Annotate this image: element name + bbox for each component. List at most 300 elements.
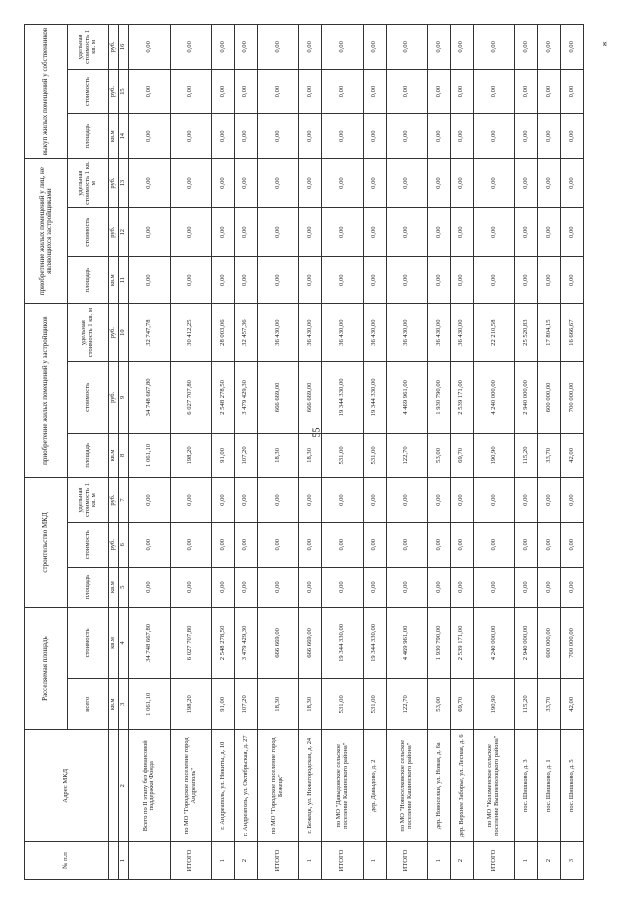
row-value: 0,00 <box>129 69 171 114</box>
row-value: 0,00 <box>299 208 322 257</box>
units-row <box>109 25 119 880</box>
row-value: 0,00 <box>451 567 474 607</box>
row-value: 0,00 <box>515 25 538 70</box>
unit-cell: кв.м <box>109 567 119 607</box>
row-value: 0,00 <box>322 208 364 257</box>
row-value: 0,00 <box>561 567 584 607</box>
row-value: 0,00 <box>428 69 451 114</box>
row-value: 36 430,00 <box>257 304 299 362</box>
row-value: 0,00 <box>322 567 364 607</box>
row-value: 2 539 171,00 <box>451 362 474 433</box>
row-number: 2 <box>235 842 258 880</box>
row-value: 0,00 <box>386 567 428 607</box>
row-value: 18,30 <box>257 433 299 478</box>
row-value: 0,00 <box>212 478 235 523</box>
row-value: 0,00 <box>515 159 538 208</box>
row-value: 0,00 <box>428 257 451 304</box>
header-purchase-nondev-area: площадь <box>68 257 109 304</box>
row-value: 0,00 <box>386 257 428 304</box>
column-number-cell: 4 <box>119 607 129 678</box>
row-value: 19 344 330,00 <box>363 607 386 678</box>
row-address: по МО "Городское поселение город Бежецк" <box>257 730 299 842</box>
row-value: 0,00 <box>257 208 299 257</box>
row-value: 0,00 <box>212 257 235 304</box>
row-value: 0,00 <box>386 159 428 208</box>
row-value: 69,70 <box>451 679 474 730</box>
unit-cell: руб. <box>109 208 119 257</box>
table-row <box>257 25 299 880</box>
row-value: 0,00 <box>538 522 561 567</box>
row-value: 19 344 330,00 <box>363 362 386 433</box>
row-value: 0,00 <box>129 25 171 70</box>
row-value: 0,00 <box>451 478 474 523</box>
row-value: 0,00 <box>170 257 212 304</box>
row-value: 0,00 <box>451 69 474 114</box>
unit-cell: кв.м <box>109 607 119 678</box>
row-value: 0,00 <box>363 478 386 523</box>
row-value: 4 469 961,00 <box>386 362 428 433</box>
header-purchase-dev-unit: удельная стоимость 1 кв. м <box>68 304 109 362</box>
row-value: 0,00 <box>538 567 561 607</box>
table-row <box>299 25 322 880</box>
row-value: 32 747,78 <box>129 304 171 362</box>
row-value: 0,00 <box>170 567 212 607</box>
row-value: 2 940 000,00 <box>515 607 538 678</box>
row-value: 32 457,36 <box>235 304 258 362</box>
header-area-total: всего <box>68 679 109 730</box>
row-value: 0,00 <box>538 257 561 304</box>
unit-cell: руб. <box>109 478 119 523</box>
row-value: 0,00 <box>363 567 386 607</box>
header-num: № п.п <box>25 842 109 880</box>
row-value: 0,00 <box>212 25 235 70</box>
row-value: 17 804,15 <box>538 304 561 362</box>
row-value: 0,00 <box>386 69 428 114</box>
row-value: 0,00 <box>129 208 171 257</box>
row-value: 0,00 <box>322 25 364 70</box>
row-address: по МО "Коломенское сельское поселение Вышневолоцкого района" <box>473 730 515 842</box>
row-value: 0,00 <box>235 478 258 523</box>
page-number: 55 <box>311 427 323 438</box>
row-value: 0,00 <box>363 257 386 304</box>
column-number-cell: 12 <box>119 208 129 257</box>
row-address: по МО "Давыдовское сельское поселение Кашинского района" <box>322 730 364 842</box>
row-value: 0,00 <box>235 25 258 70</box>
row-value: 19 344 330,00 <box>322 362 364 433</box>
row-value: 42,00 <box>561 433 584 478</box>
row-value: 0,00 <box>322 114 364 159</box>
column-number-cell: 9 <box>119 362 129 433</box>
row-value: 0,00 <box>451 114 474 159</box>
table-row <box>515 25 538 880</box>
row-value: 91,00 <box>212 433 235 478</box>
row-value: 531,00 <box>322 679 364 730</box>
column-number-cell: 2 <box>119 730 129 842</box>
unit-cell: руб. <box>109 522 119 567</box>
row-value: 0,00 <box>363 159 386 208</box>
row-value: 531,00 <box>363 679 386 730</box>
header-area-group: Расселяемая площадь <box>25 607 68 730</box>
row-address: г. Андреаполь, ул. Октябрьская, д. 27 <box>235 730 258 842</box>
row-value: 0,00 <box>363 114 386 159</box>
unit-cell <box>109 842 119 880</box>
row-value: 0,00 <box>473 478 515 523</box>
row-value: 0,00 <box>322 159 364 208</box>
row-value: 0,00 <box>473 114 515 159</box>
row-value: 115,20 <box>515 433 538 478</box>
row-value: 0,00 <box>212 522 235 567</box>
row-value: 0,00 <box>386 25 428 70</box>
row-value: 0,00 <box>257 25 299 70</box>
row-address: г. Андреаполь, ул. Никиты, д. 10 <box>212 730 235 842</box>
row-value: 2 539 171,00 <box>451 607 474 678</box>
row-value: 0,00 <box>299 478 322 523</box>
table-frame <box>24 24 584 880</box>
row-value: 34 748 667,80 <box>129 607 171 678</box>
row-value: 1 930 790,00 <box>428 362 451 433</box>
column-number-cell: 16 <box>119 25 129 70</box>
row-value: 0,00 <box>538 208 561 257</box>
row-value: 600 000,00 <box>538 607 561 678</box>
row-value: 0,00 <box>170 208 212 257</box>
row-value: 0,00 <box>170 478 212 523</box>
row-value: 18,30 <box>257 679 299 730</box>
row-value: 0,00 <box>257 522 299 567</box>
row-value: 0,00 <box>515 478 538 523</box>
header-purchase-nondev-unit: удельная стоимость 1 кв. м <box>68 159 109 208</box>
column-number-cell: 1 <box>119 842 129 880</box>
row-value: 0,00 <box>170 114 212 159</box>
column-number-cell: 13 <box>119 159 129 208</box>
header-purchase-nondev-group: приобретение жилых помещений у лиц, не являющихся застройщиками <box>25 159 68 304</box>
row-address: пос. Шишково, д. 3 <box>515 730 538 842</box>
row-number: ИТОГО <box>386 842 428 880</box>
row-value: 0,00 <box>473 522 515 567</box>
row-value: 16 666,67 <box>561 304 584 362</box>
row-value: 0,00 <box>129 478 171 523</box>
row-number: ИТОГО <box>257 842 299 880</box>
row-value: 0,00 <box>561 114 584 159</box>
table-row <box>561 25 584 880</box>
header-mkd-group: строительство МКД <box>25 478 68 607</box>
row-value: 42,00 <box>561 679 584 730</box>
column-numbers-row <box>119 25 129 880</box>
row-address: Всего по II этапу без финансовой поддержки Фонда <box>129 730 171 842</box>
row-value: 0,00 <box>363 522 386 567</box>
row-value: 0,00 <box>538 114 561 159</box>
row-number: ИТОГО <box>170 842 212 880</box>
row-value: 0,00 <box>428 208 451 257</box>
row-value: 36 430,00 <box>451 304 474 362</box>
row-value: 2 548 278,50 <box>212 607 235 678</box>
row-value: 0,00 <box>428 567 451 607</box>
row-value: 0,00 <box>561 522 584 567</box>
column-number-cell: 6 <box>119 522 129 567</box>
row-number: 1 <box>515 842 538 880</box>
unit-cell: руб. <box>109 159 119 208</box>
header-buyout-unit: удельная стоимость 1 кв. м <box>68 25 109 70</box>
row-value: 107,20 <box>235 679 258 730</box>
row-value: 6 027 707,80 <box>170 607 212 678</box>
row-value: 0,00 <box>428 25 451 70</box>
row-value: 531,00 <box>322 433 364 478</box>
header-buyout-group: выкуп жилых помещений у собственников <box>25 25 68 159</box>
row-address: дер. Давыдово, д. 2 <box>363 730 386 842</box>
row-address: по МО "Городское поселение город Андреаполь" <box>170 730 212 842</box>
row-value: 0,00 <box>473 69 515 114</box>
row-value: 36 430,00 <box>363 304 386 362</box>
row-value: 33,70 <box>538 433 561 478</box>
row-value: 107,20 <box>235 433 258 478</box>
row-value: 0,00 <box>515 257 538 304</box>
row-value: 6 027 707,80 <box>170 362 212 433</box>
row-value: 0,00 <box>451 522 474 567</box>
unit-cell: руб. <box>109 69 119 114</box>
row-value: 0,00 <box>473 257 515 304</box>
row-value: 0,00 <box>538 159 561 208</box>
header-purchase-dev-area: площадь <box>68 433 109 478</box>
row-value: 0,00 <box>235 208 258 257</box>
row-value: 0,00 <box>170 522 212 567</box>
row-value: 0,00 <box>129 159 171 208</box>
row-number: 1 <box>428 842 451 880</box>
row-value: 0,00 <box>428 159 451 208</box>
header-mkd-cost: стоимость <box>68 522 109 567</box>
row-value: 0,00 <box>212 114 235 159</box>
row-value: 122,70 <box>386 679 428 730</box>
row-value: 22 210,58 <box>473 304 515 362</box>
row-value: 0,00 <box>322 522 364 567</box>
table-row <box>538 25 561 880</box>
row-address: г. Бежецк, ул. Нижегородская, д. 24 <box>299 730 322 842</box>
header-mkd-unit: удельная стоимость 1 кв. м <box>68 478 109 523</box>
row-value: 0,00 <box>451 159 474 208</box>
row-value: 28 003,06 <box>212 304 235 362</box>
row-value: 0,00 <box>299 25 322 70</box>
row-value: 0,00 <box>170 69 212 114</box>
header-area-cost: стоимость <box>68 607 109 678</box>
header-purchase-nondev-cost: стоимость <box>68 208 109 257</box>
row-value: 0,00 <box>299 159 322 208</box>
row-value: 0,00 <box>299 257 322 304</box>
column-number-cell: 8 <box>119 433 129 478</box>
row-value: 0,00 <box>299 567 322 607</box>
unit-cell: кв.м <box>109 433 119 478</box>
unit-cell: кв.м <box>109 257 119 304</box>
row-value: 0,00 <box>538 25 561 70</box>
row-value: 190,90 <box>473 433 515 478</box>
row-value: 0,00 <box>515 522 538 567</box>
row-value: 0,00 <box>257 159 299 208</box>
row-value: 30 412,25 <box>170 304 212 362</box>
column-number-cell: 3 <box>119 679 129 730</box>
header-address: Адрес МКД <box>25 730 109 842</box>
column-number-cell: 15 <box>119 69 129 114</box>
row-value: 0,00 <box>322 478 364 523</box>
row-value: 122,70 <box>386 433 428 478</box>
header-buyout-cost: стоимость <box>68 69 109 114</box>
row-value: 0,00 <box>235 567 258 607</box>
row-value: 190,90 <box>473 679 515 730</box>
rotated-table-container <box>24 24 584 880</box>
row-address: пос. Шишково, д. 5 <box>561 730 584 842</box>
unit-cell: руб. <box>109 304 119 362</box>
row-value: 1 061,10 <box>129 433 171 478</box>
column-number-cell: 5 <box>119 567 129 607</box>
table-row <box>322 25 364 880</box>
row-value: 0,00 <box>561 257 584 304</box>
row-value: 115,20 <box>515 679 538 730</box>
table-body <box>129 25 584 880</box>
row-value: 36 430,00 <box>386 304 428 362</box>
row-number: 1 <box>299 842 322 880</box>
row-value: 36 430,00 <box>299 304 322 362</box>
row-value: 0,00 <box>473 159 515 208</box>
row-value: 0,00 <box>129 257 171 304</box>
table-row <box>428 25 451 880</box>
row-value: 0,00 <box>386 478 428 523</box>
row-value: 36 430,00 <box>428 304 451 362</box>
row-value: 0,00 <box>428 114 451 159</box>
row-number: 3 <box>561 842 584 880</box>
row-value: 0,00 <box>473 25 515 70</box>
row-value: 531,00 <box>363 433 386 478</box>
row-value: 53,00 <box>428 433 451 478</box>
row-value: 666 669,00 <box>299 607 322 678</box>
row-value: 666 669,00 <box>257 362 299 433</box>
row-value: 0,00 <box>515 69 538 114</box>
row-value: 0,00 <box>322 69 364 114</box>
row-value: 0,00 <box>561 69 584 114</box>
unit-cell: кв.м <box>109 114 119 159</box>
row-value: 34 748 667,80 <box>129 362 171 433</box>
row-value: 0,00 <box>322 257 364 304</box>
row-value: 0,00 <box>386 208 428 257</box>
row-value: 0,00 <box>212 69 235 114</box>
row-value: 0,00 <box>561 25 584 70</box>
row-value: 0,00 <box>235 257 258 304</box>
row-number: 1 <box>363 842 386 880</box>
row-value: 0,00 <box>170 159 212 208</box>
row-value: 0,00 <box>299 522 322 567</box>
row-value: 0,00 <box>257 478 299 523</box>
row-number: ИТОГО <box>322 842 364 880</box>
unit-cell: руб. <box>109 362 119 433</box>
row-value: 0,00 <box>235 69 258 114</box>
header-buyout-area: площадь <box>68 114 109 159</box>
column-number-cell: 10 <box>119 304 129 362</box>
table-row <box>170 25 212 880</box>
row-value: 198,20 <box>170 679 212 730</box>
row-value: 0,00 <box>299 114 322 159</box>
header-purchase-dev-cost: стоимость <box>68 362 109 433</box>
table-row <box>212 25 235 880</box>
row-value: 0,00 <box>451 25 474 70</box>
table-row <box>473 25 515 880</box>
row-value: 0,00 <box>473 567 515 607</box>
column-number-cell: 7 <box>119 478 129 523</box>
table-row <box>235 25 258 880</box>
corner-mark: ж <box>600 41 609 47</box>
row-value: 19 344 330,00 <box>322 607 364 678</box>
row-address: пос. Шишково, д. 1 <box>538 730 561 842</box>
row-value: 0,00 <box>451 208 474 257</box>
row-value: 4 240 000,00 <box>473 607 515 678</box>
row-value: 3 479 429,30 <box>235 607 258 678</box>
header-purchase-dev-group: приобретение жилых помещений у застройщиков <box>25 304 68 478</box>
row-number: 2 <box>451 842 474 880</box>
table-row <box>451 25 474 880</box>
row-value: 0,00 <box>129 522 171 567</box>
row-value: 0,00 <box>257 69 299 114</box>
row-value: 198,20 <box>170 433 212 478</box>
row-value: 0,00 <box>515 114 538 159</box>
row-value: 0,00 <box>235 114 258 159</box>
row-value: 18,30 <box>299 433 322 478</box>
row-value: 0,00 <box>363 208 386 257</box>
row-value: 0,00 <box>515 208 538 257</box>
unit-cell: кв.м <box>109 679 119 730</box>
row-value: 3 479 429,30 <box>235 362 258 433</box>
row-value: 0,00 <box>299 69 322 114</box>
row-value: 0,00 <box>129 114 171 159</box>
row-number <box>129 842 171 880</box>
row-value: 666 669,00 <box>257 607 299 678</box>
row-value: 0,00 <box>235 522 258 567</box>
row-value: 0,00 <box>363 69 386 114</box>
row-address: дер. Верхнее Заборье, ул. Лесная, д. 6 <box>451 730 474 842</box>
column-number-cell: 14 <box>119 114 129 159</box>
row-address: дер. Новоселки, ул. Новая, д. 6а <box>428 730 451 842</box>
row-value: 0,00 <box>538 478 561 523</box>
row-value: 18,30 <box>299 679 322 730</box>
row-value: 36 430,00 <box>322 304 364 362</box>
row-value: 91,00 <box>212 679 235 730</box>
row-value: 666 669,00 <box>299 362 322 433</box>
row-value: 0,00 <box>257 257 299 304</box>
row-value: 700 000,00 <box>561 607 584 678</box>
row-value: 0,00 <box>428 478 451 523</box>
row-value: 1 930 790,00 <box>428 607 451 678</box>
resettlement-table <box>24 24 584 880</box>
row-value: 0,00 <box>515 567 538 607</box>
row-number: ИТОГО <box>473 842 515 880</box>
row-value: 69,70 <box>451 433 474 478</box>
table-row <box>386 25 428 880</box>
row-value: 0,00 <box>170 25 212 70</box>
unit-cell: руб. <box>109 25 119 70</box>
row-value: 2 548 278,50 <box>212 362 235 433</box>
row-value: 0,00 <box>257 567 299 607</box>
column-number-cell: 11 <box>119 257 129 304</box>
row-value: 0,00 <box>235 159 258 208</box>
row-value: 700 000,00 <box>561 362 584 433</box>
row-value: 4 240 000,00 <box>473 362 515 433</box>
row-value: 1 061,10 <box>129 679 171 730</box>
row-value: 0,00 <box>363 25 386 70</box>
row-number: 2 <box>538 842 561 880</box>
header-row-groups <box>25 25 68 880</box>
row-value: 53,00 <box>428 679 451 730</box>
row-value: 0,00 <box>561 159 584 208</box>
row-value: 2 940 000,00 <box>515 362 538 433</box>
row-value: 0,00 <box>212 208 235 257</box>
row-value: 25 520,83 <box>515 304 538 362</box>
row-value: 0,00 <box>428 522 451 567</box>
header-mkd-area: площадь <box>68 567 109 607</box>
row-value: 0,00 <box>451 257 474 304</box>
row-value: 0,00 <box>129 567 171 607</box>
